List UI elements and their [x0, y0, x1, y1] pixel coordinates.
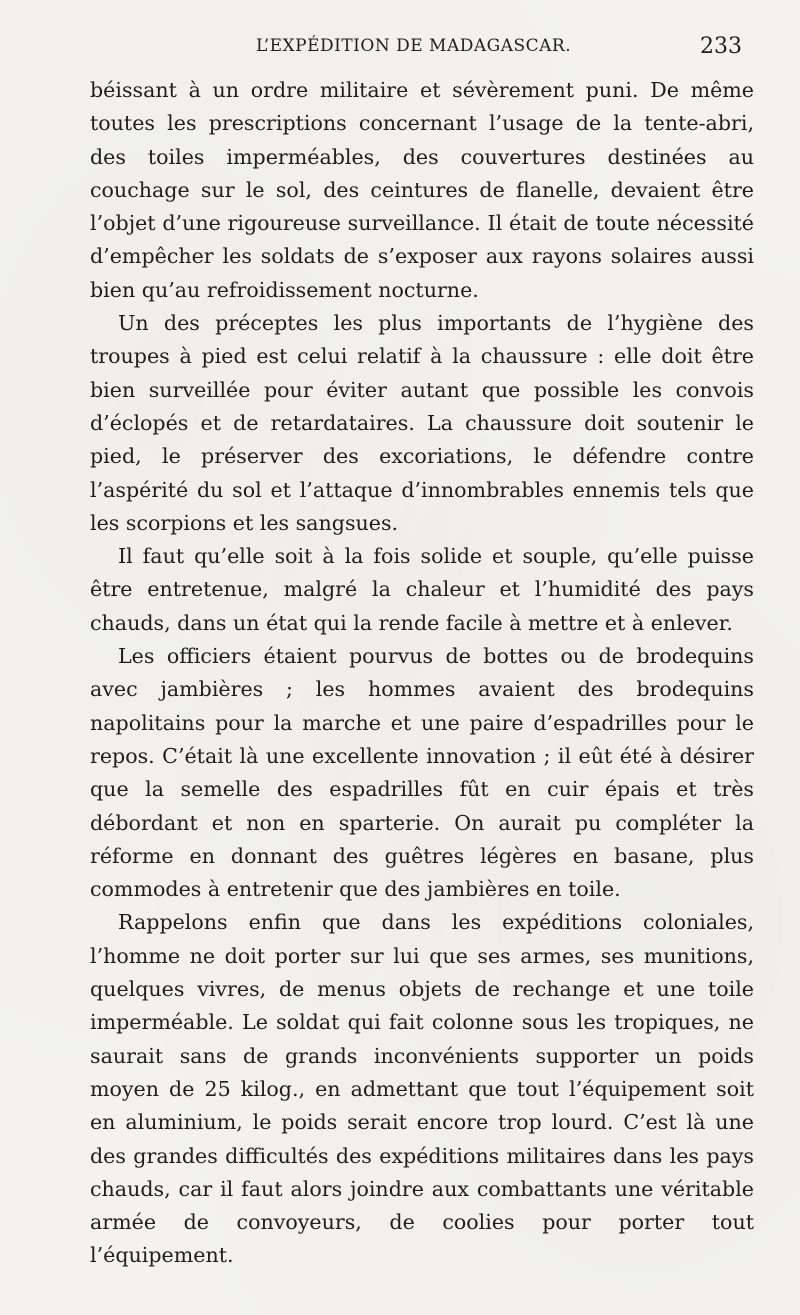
running-head	[0, 36, 800, 66]
paragraph-officers-boots: Les officiers étaient pourvus de bottes ou de brodequins avec jambières ; les hommes avaient des brodequins napolitains pour la marche et une paire d’espadrilles pour le repos. C’était là une excellente innovation ; il eût été à désirer que la semelle des espadrilles fût en cuir épais et très débordant et non en sparterie. On aurait pu compléter la réforme en donnant des guêtres légères en basane, plus commodes à entretenir que des jambières en toile.	[90, 644, 754, 902]
paragraph-colonial-load: Rappelons enfin que dans les expéditions coloniales, l’homme ne doit porter sur lui que ses armes, ses munitions, quelques vivres, de menus objets de rechange et une toile imperméable. Le soldat qui fait colonne sous les tropiques, ne saurait sans de grands inconvénients supporter un poids moyen de 25 kilog., en admettant que tout l’équipement soit en aluminium, le poids serait encore trop lourd. C’est là une des grandes difficultés des expéditions militaires dans les pays chauds, car il faut alors joindre aux combattants une véritable armée de convoyeurs, de coolies pour porter tout l’équipement.	[90, 910, 754, 1268]
paragraph-continued: béissant à un ordre militaire et sévèrement puni. De même toutes les prescriptions concernant l’usage de la tente-abri, des toiles imperméables, des couvertures destinées au couchage sur le sol, des ceintures de flanelle, devaient être l’objet d’une rigoureuse surveillance. Il était de toute nécessité d’empêcher les soldats de s’exposer aux rayons solaires aussi bien qu’au refroidissement nocturne.	[90, 78, 754, 302]
body-text	[90, 74, 754, 1273]
paragraph-solid-supple: Il faut qu’elle soit à la fois solide et souple, qu’elle puisse être entretenue, malgré la chaleur et l’humidité des pays chauds, dans un état qui la rende facile à mettre et à enlever.	[90, 544, 754, 635]
paragraph-footwear: Un des préceptes les plus importants de l’hygiène des troupes à pied est celui relatif à la chaussure : elle doit être bien surveillée pour éviter autant que possible les convois d’éclopés et de retardataires. La chaussure doit soutenir le pied, le préserver des excoriations, le défendre contre l’aspérité du sol et l’attaque d’innombrables ennemis tels que les scorpions et les sangsues.	[90, 311, 754, 535]
running-title: L’EXPÉDITION DE MADAGASCAR.	[256, 36, 572, 56]
page-number: 233	[700, 34, 742, 59]
